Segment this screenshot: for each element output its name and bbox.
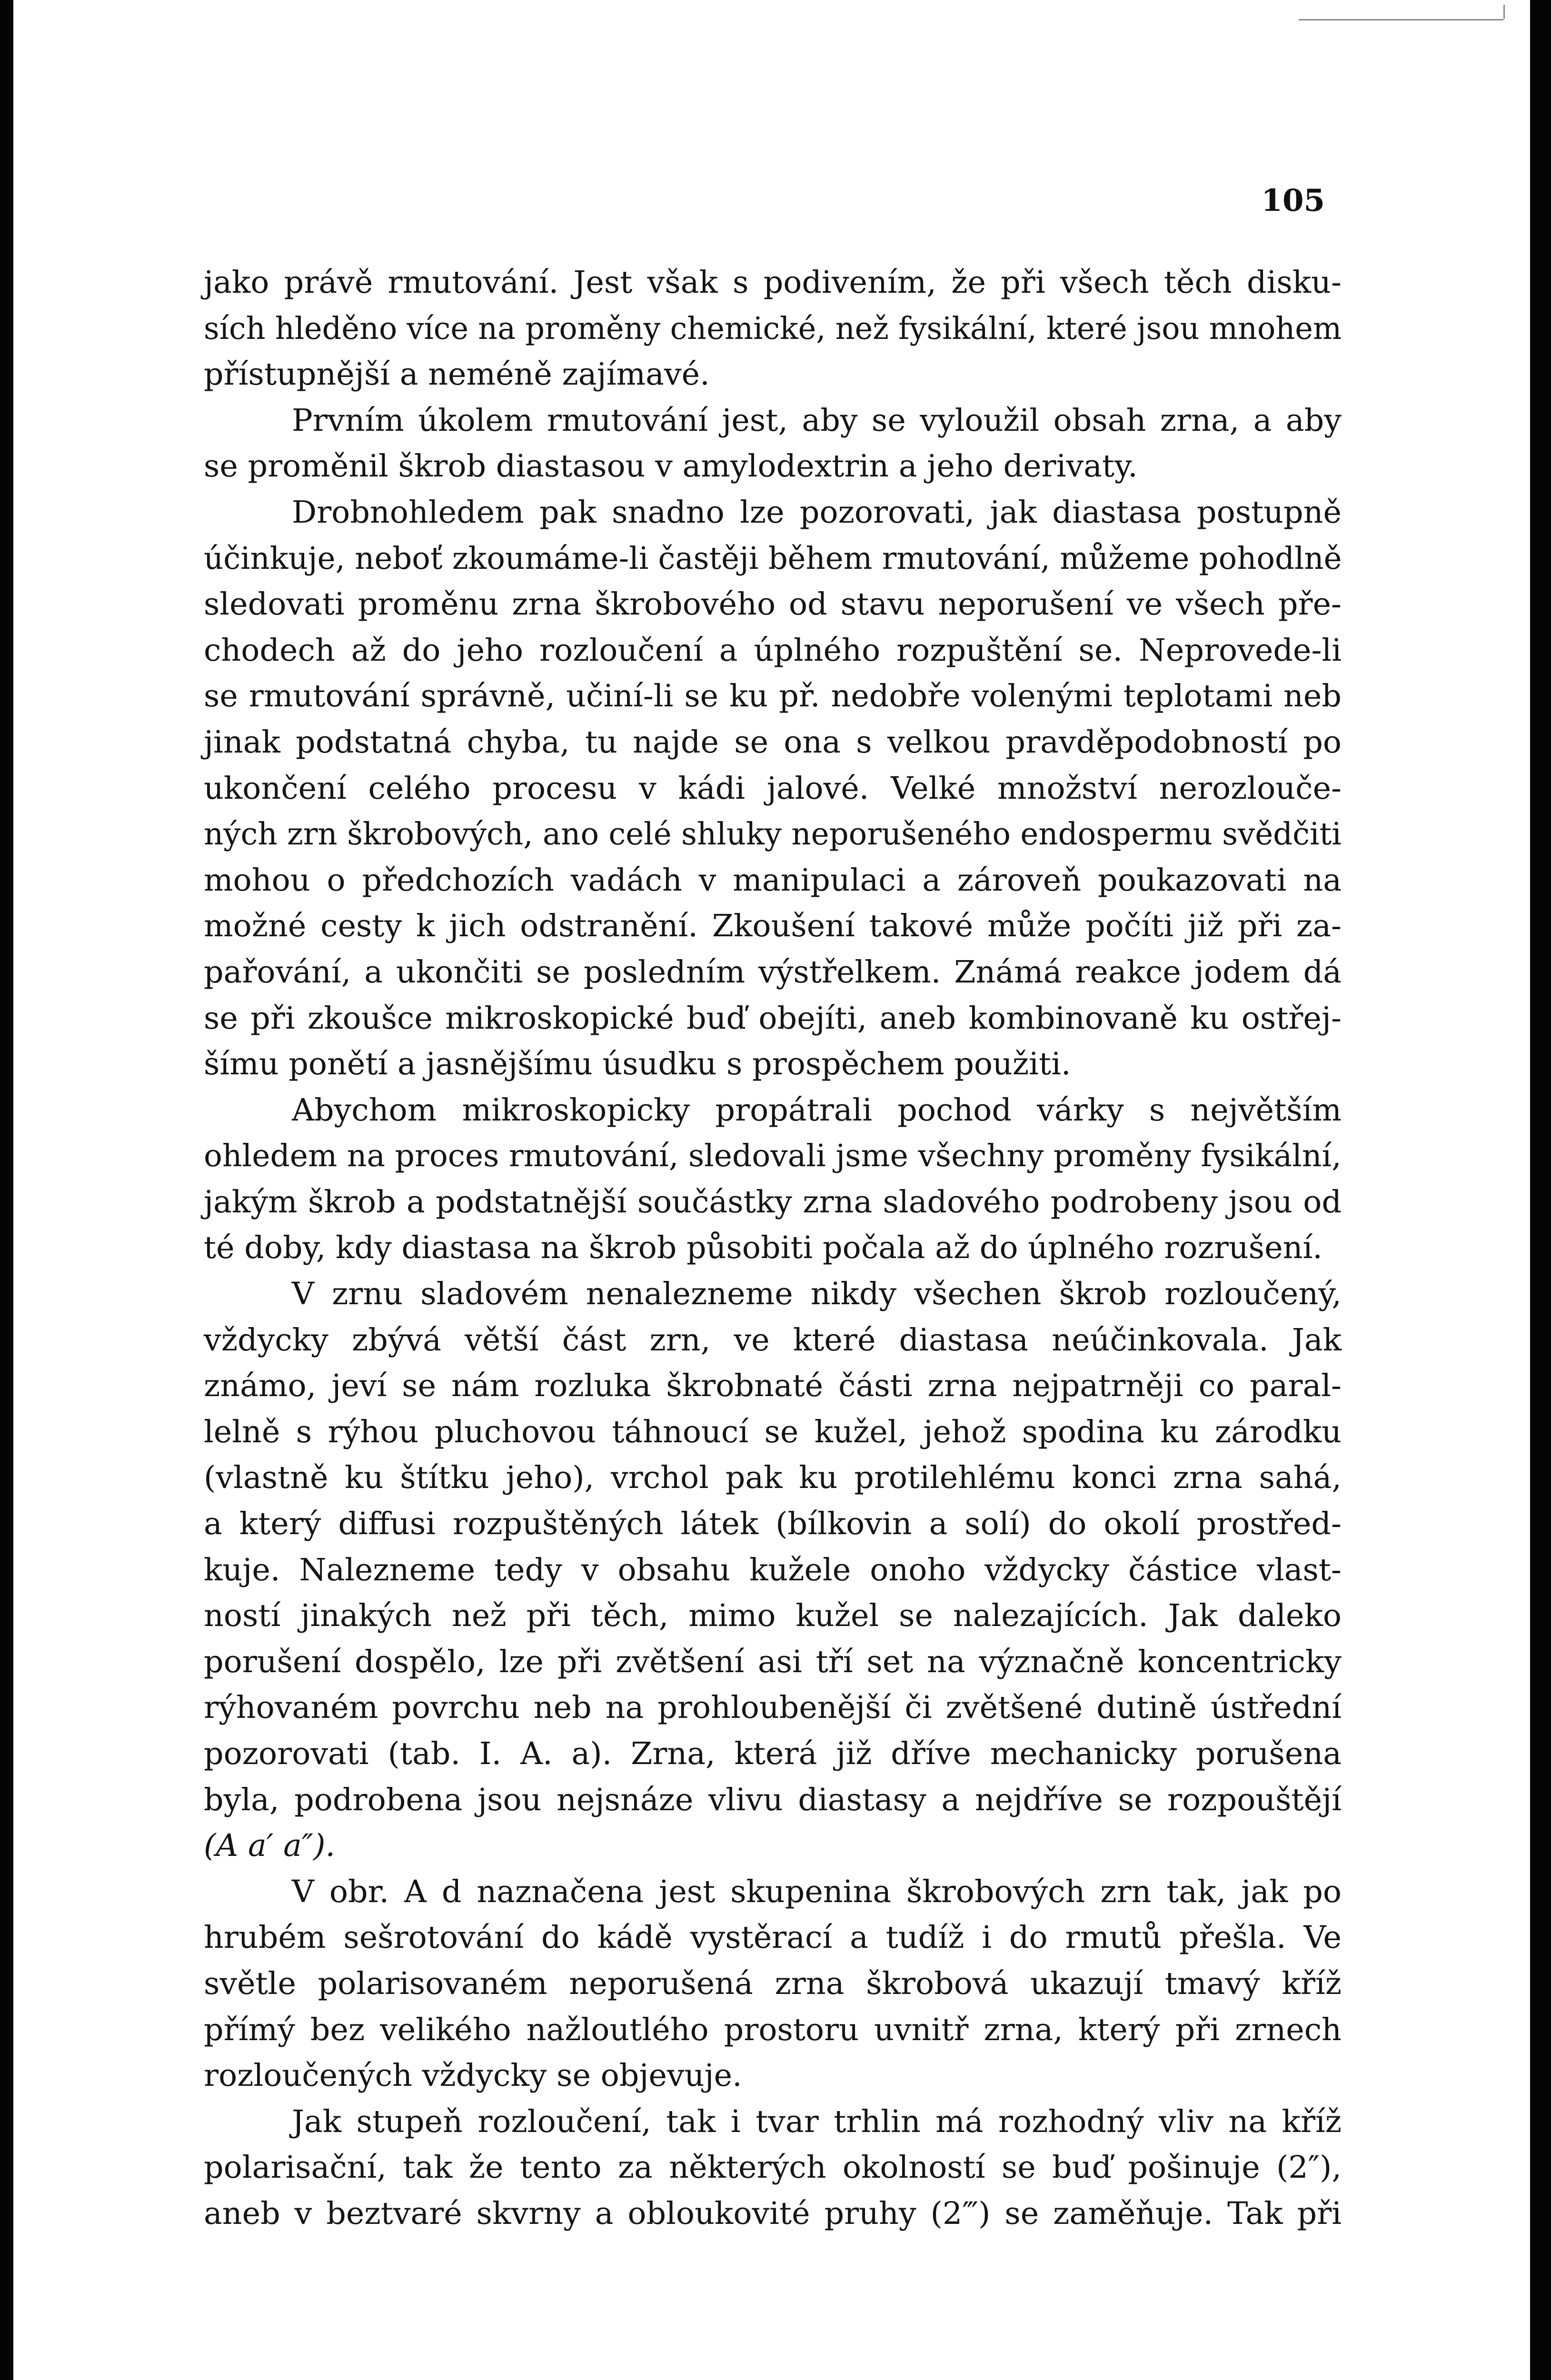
body-text [204, 260, 1342, 2237]
text-line: vždycky zbývá větší část zrn, ve které diastasa neúčinkovala. Jak [204, 1322, 1342, 1358]
text-line: sích hleděno více na proměny chemické, než fysikální, které jsou mnohem [204, 310, 1342, 347]
scan-edge-mark [1299, 19, 1503, 20]
text-line: známo, jeví se nám rozluka škrobnaté části zrna nejpatrněji co paral- [204, 1368, 1342, 1404]
paragraph-first-line: Abychom mikroskopicky propátrali pochod várky s největším [292, 1092, 1342, 1128]
text-line: šímu ponětí a jasnějšímu úsudku s prospěchem použiti. [204, 1046, 1071, 1082]
text-line: hrubém sešrotování do kádě vystěrací a tudíž i do rmutů přešla. Ve [204, 1920, 1342, 1956]
text-line: byla, podrobena jsou nejsnáze vlivu diastasy a nejdříve se rozpouštějí [204, 1782, 1342, 1818]
paragraph-first-line: V zrnu sladovém nenalezneme nikdy všechen škrob rozloučený, [292, 1276, 1342, 1312]
text-line: té doby, kdy diastasa na škrob působiti počala až do úplného rozrušení. [204, 1230, 1322, 1266]
text-line: rýhovaném povrchu neb na prohloubenější či zvětšené dutině ústřední [204, 1690, 1342, 1726]
scanned-page [13, 0, 1530, 2380]
text-line: kuje. Nalezneme tedy v obsahu kužele onoho vždycky částice vlast- [204, 1552, 1342, 1588]
text-line: sledovati proměnu zrna škrobového od stavu neporušení ve všech pře- [204, 586, 1342, 623]
paragraph-first-line: V obr. A d naznačena jest skupenina škrobových zrn tak, jak po [292, 1874, 1342, 1910]
text-line: pozorovati (tab. I. A. a). Zrna, která již dříve mechanicky porušena [204, 1736, 1342, 1772]
text-line: ohledem na proces rmutování, sledovali jsme všechny proměny fysikální, [204, 1138, 1342, 1174]
text-line: (A a′ a″). [204, 1828, 336, 1864]
text-line: se proměnil škrob diastasou v amylodextrin a jeho derivaty. [204, 448, 1138, 485]
text-line: chodech až do jeho rozloučení a úplného rozpuštění se. Neprovede-li [204, 632, 1342, 668]
text-line: polarisační, tak že tento za některých okolností se buď pošinuje (2″), [204, 2150, 1342, 2186]
scan-edge-mark-tick [1503, 5, 1505, 19]
page-number: 105 [1261, 183, 1325, 218]
text-line: jakým škrob a podstatnější součástky zrna sladového podrobeny jsou od [204, 1184, 1342, 1220]
text-line: světle polarisovaném neporušená zrna škrobová ukazují tmavý kříž [204, 1965, 1342, 2002]
text-line: možné cesty k jich odstranění. Zkoušení takové může počíti již při za- [204, 908, 1342, 944]
text-line: aneb v beztvaré skvrny a obloukovité pruhy (2‴) se zaměňuje. Tak při [204, 2195, 1342, 2231]
text-line: a který diffusi rozpuštěných látek (bílkovin a solí) do okolí prostřed- [204, 1506, 1342, 1542]
text-line: (vlastně ku štítku jeho), vrchol pak ku protilehlému konci zrna sahá, [204, 1460, 1342, 1496]
text-line: se při zkoušce mikroskopické buď obejíti, aneb kombinovaně ku ostřej- [204, 1000, 1342, 1036]
text-line: jako právě rmutování. Jest však s podivením, že při všech těch disku- [204, 265, 1342, 300]
text-line: jinak podstatná chyba, tu najde se ona s velkou pravděpodobností po [204, 724, 1342, 760]
text-line: rozloučených vždycky se objevuje. [204, 2058, 742, 2094]
text-line: ukončení celého procesu v kádi jalové. Velké množství nerozlouče- [204, 770, 1342, 806]
text-line: lelně s rýhou pluchovou táhnoucí se kužel, jehož spodina ku zárodku [204, 1414, 1342, 1450]
text-line: ností jinakých než při těch, mimo kužel se nalezajících. Jak daleko [204, 1598, 1342, 1634]
text-line: se rmutování správně, učiní-li se ku př. nedobře volenými teplotami neb [204, 678, 1342, 714]
paragraph-first-line: Jak stupeň rozloučení, tak i tvar trhlin má rozhodný vliv na kříž [292, 2103, 1342, 2140]
text-line: porušení dospělo, lze při zvětšení asi tří set na význačně koncentricky [204, 1644, 1342, 1680]
text-line: přímý bez velikého nažloutlého prostoru uvnitř zrna, který při zrnech [204, 2012, 1342, 2048]
text-line: účinkuje, neboť zkoumáme-li častěji během rmutování, můžeme pohodlně [204, 540, 1342, 576]
text-line: ných zrn škrobových, ano celé shluky neporušeného endospermu svědčiti [204, 816, 1342, 853]
text-line: přístupnější a neméně zajímavé. [204, 357, 710, 393]
text-line: pařování, a ukončiti se posledním výstřelkem. Známá reakce jodem dá [204, 954, 1342, 990]
text-line: mohou o předchozích vadách v manipulaci a zároveň poukazovati na [204, 862, 1342, 898]
paragraph-first-line: Drobnohledem pak snadno lze pozorovati, jak diastasa postupně [292, 494, 1342, 530]
paragraph-first-line: Prvním úkolem rmutování jest, aby se vyloužil obsah zrna, a aby [292, 402, 1342, 438]
